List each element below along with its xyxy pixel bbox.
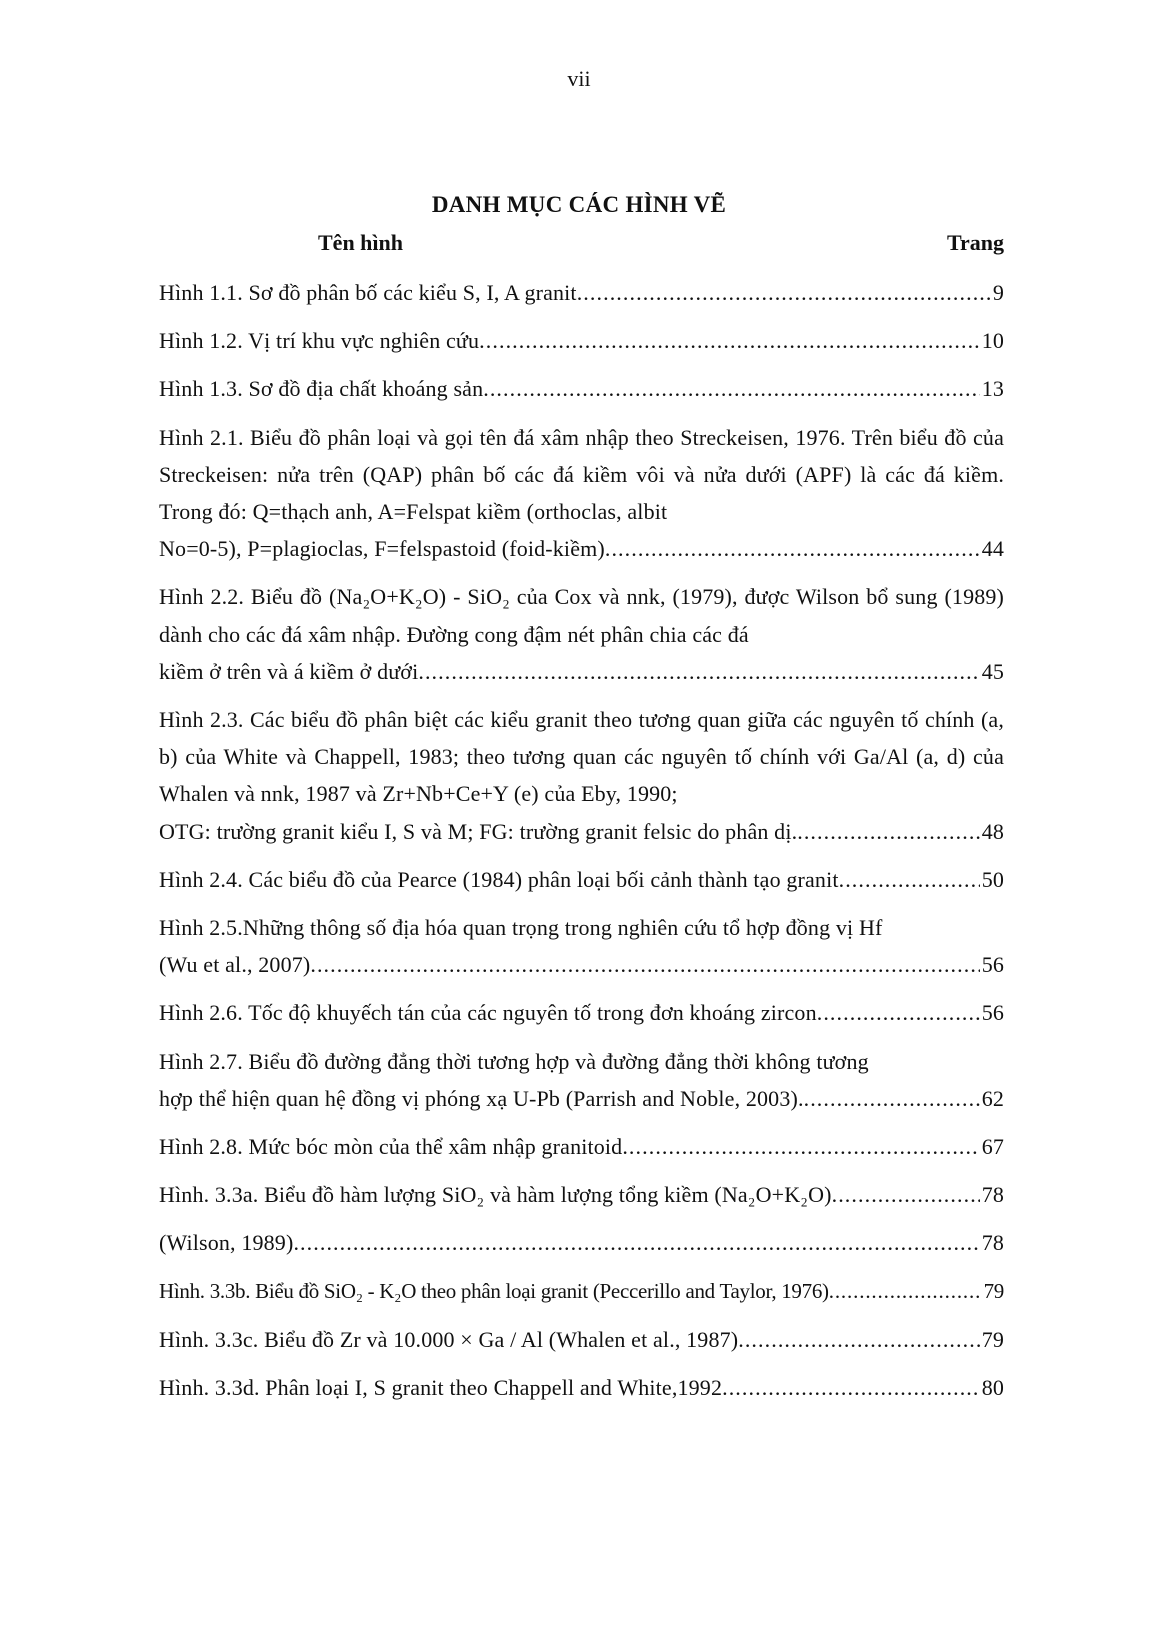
figure-title: Hình 1.2. Vị trí khu vực nghiên cứu	[159, 328, 480, 354]
dot-leader	[722, 1369, 980, 1406]
figure-title: (Wu et al., 2007)	[159, 952, 311, 978]
page-ref: 62	[981, 1085, 1004, 1111]
dot-leader	[738, 1321, 979, 1358]
page-ref: 79	[981, 1326, 1004, 1352]
list-item[interactable]	[159, 909, 1004, 983]
figure-list	[159, 274, 1004, 1417]
page-ref: 80	[981, 1375, 1004, 1401]
figure-title: OTG: trường granit kiểu I, S và M; FG: trường granit felsic do phân dị.	[159, 818, 798, 844]
figure-title: Hình 2.6. Tốc độ khuyếch tán của các nguyên tố trong đơn khoáng zircon	[159, 1000, 817, 1026]
list-item[interactable]	[159, 1369, 1004, 1406]
figure-title: Hình 2.4. Các biểu đồ của Pearce (1984) phân loại bối cảnh thành tạo granit	[159, 866, 839, 892]
dot-leader	[483, 370, 979, 407]
list-item[interactable]	[159, 861, 1004, 898]
list-item[interactable]	[159, 370, 1004, 407]
column-header-page: Trang	[946, 230, 1004, 255]
dot-leader	[479, 322, 980, 359]
page-ref: 13	[981, 376, 1004, 402]
list-item[interactable]	[159, 274, 1004, 311]
dot-leader	[829, 1273, 982, 1310]
figure-title: Hình. 3.3a. Biểu đồ hàm lượng SiO₂ và hàm lượng tổng kiềm (Na₂O+K₂O)	[159, 1182, 832, 1208]
figure-title: Hình 1.3. Sơ đồ địa chất khoáng sản	[159, 376, 484, 402]
dot-leader	[817, 994, 980, 1031]
figure-title: kiềm ở trên và á kiềm ở dưới	[159, 658, 419, 684]
figure-title-lines: Hình 2.1. Biểu đồ phân loại và gọi tên đá xâm nhập theo Streckeisen, 1976. Trên biểu đồ của Streckeisen: nửa trên (QAP) phân bố các đá kiềm vôi và nửa dưới (APF) là các đá kiềm. Trong đó: Q=thạch anh, A=Felspat kiềm (orthoclas, albit	[159, 424, 1004, 525]
dot-leader	[293, 1224, 979, 1261]
figure-title: Hình 1.1. Sơ đồ phân bố các kiểu S, I, A granit	[159, 280, 577, 305]
page-ref: 10	[981, 328, 1004, 354]
page-ref: 78	[981, 1182, 1004, 1208]
page-ref: 50	[981, 866, 1004, 892]
figure-title-lines: Hình 2.2. Biểu đồ (Na₂O+K₂O) - SiO₂ của Cox và nnk, (1979), được Wilson bổ sung (1989) dành cho các đá xâm nhập. Đường cong đậm nét phân chia các đá	[159, 584, 1004, 647]
figure-title: (Wilson, 1989)	[159, 1230, 294, 1256]
list-item[interactable]	[159, 1273, 1004, 1310]
list-item[interactable]	[159, 1128, 1004, 1165]
page-ref: 44	[981, 536, 1004, 562]
page-ref: 56	[981, 952, 1004, 978]
page-ref: 78	[981, 1230, 1004, 1256]
page-title: DANH MỤC CÁC HÌNH VẼ	[431, 192, 727, 217]
dot-leader	[832, 1176, 980, 1213]
page-ref: 48	[981, 818, 1004, 844]
figure-title: hợp thể hiện quan hệ đồng vị phóng xạ U-Pb (Parrish and Noble, 2003).	[159, 1085, 804, 1111]
list-item[interactable]	[159, 322, 1004, 359]
page-ref: 79	[983, 1278, 1004, 1303]
dot-leader	[310, 946, 979, 983]
dot-leader	[577, 274, 991, 311]
list-item[interactable]	[159, 1176, 1004, 1213]
list-item[interactable]	[159, 1321, 1004, 1358]
page-number: vii	[567, 66, 591, 91]
figure-title: Hình. 3.3d. Phân loại I, S granit theo Chappell and White,1992	[159, 1375, 723, 1401]
page-ref: 56	[981, 1000, 1004, 1026]
list-item[interactable]	[159, 994, 1004, 1031]
figure-title: No=0-5), P=plagioclas, F=felspastoid (foid-kiềm)	[159, 536, 605, 562]
dot-leader	[839, 861, 980, 898]
dot-leader	[797, 813, 979, 850]
page-ref: 9	[992, 280, 1004, 305]
column-header-figure-name: Tên hình	[318, 230, 403, 255]
figure-title-lines: Hình 2.3. Các biểu đồ phân biệt các kiểu granit theo tương quan giữa các nguyên tố chính (a, b) của White và Chappell, 1983; theo tương quan các nguyên tố chính với Ga/Al (a, d) của Whalen và nnk, 1987 và Zr+Nb+Ce+Y (e) của Eby, 1990;	[159, 707, 1004, 807]
page-ref: 45	[981, 658, 1004, 684]
list-item[interactable]	[159, 419, 1004, 568]
page-ref: 67	[981, 1134, 1004, 1160]
list-item[interactable]	[159, 701, 1004, 850]
figure-title-lines: Hình 2.5.Những thông số địa hóa quan trọng trong nghiên cứu tổ hợp đồng vị Hf	[159, 915, 883, 941]
figure-title-lines: Hình 2.7. Biểu đồ đường đẳng thời tương hợp và đường đẳng thời không tương	[159, 1048, 869, 1074]
dot-leader	[622, 1128, 979, 1165]
figure-title: Hình. 3.3c. Biểu đồ Zr và 10.000 × Ga / Al (Whalen et al., 1987)	[159, 1326, 739, 1352]
list-header	[318, 230, 1004, 260]
list-item[interactable]	[159, 578, 1004, 690]
dot-leader	[418, 653, 979, 690]
dot-leader	[605, 530, 980, 567]
figure-title: Hình. 3.3b. Biểu đồ SiO₂ - K₂O theo phân loại granit (Peccerillo and Taylor, 1976)	[159, 1278, 829, 1303]
list-item[interactable]	[159, 1043, 1004, 1117]
figure-title: Hình 2.8. Mức bóc mòn của thể xâm nhập granitoid	[159, 1134, 623, 1160]
list-item[interactable]	[159, 1224, 1004, 1261]
dot-leader	[804, 1080, 980, 1117]
